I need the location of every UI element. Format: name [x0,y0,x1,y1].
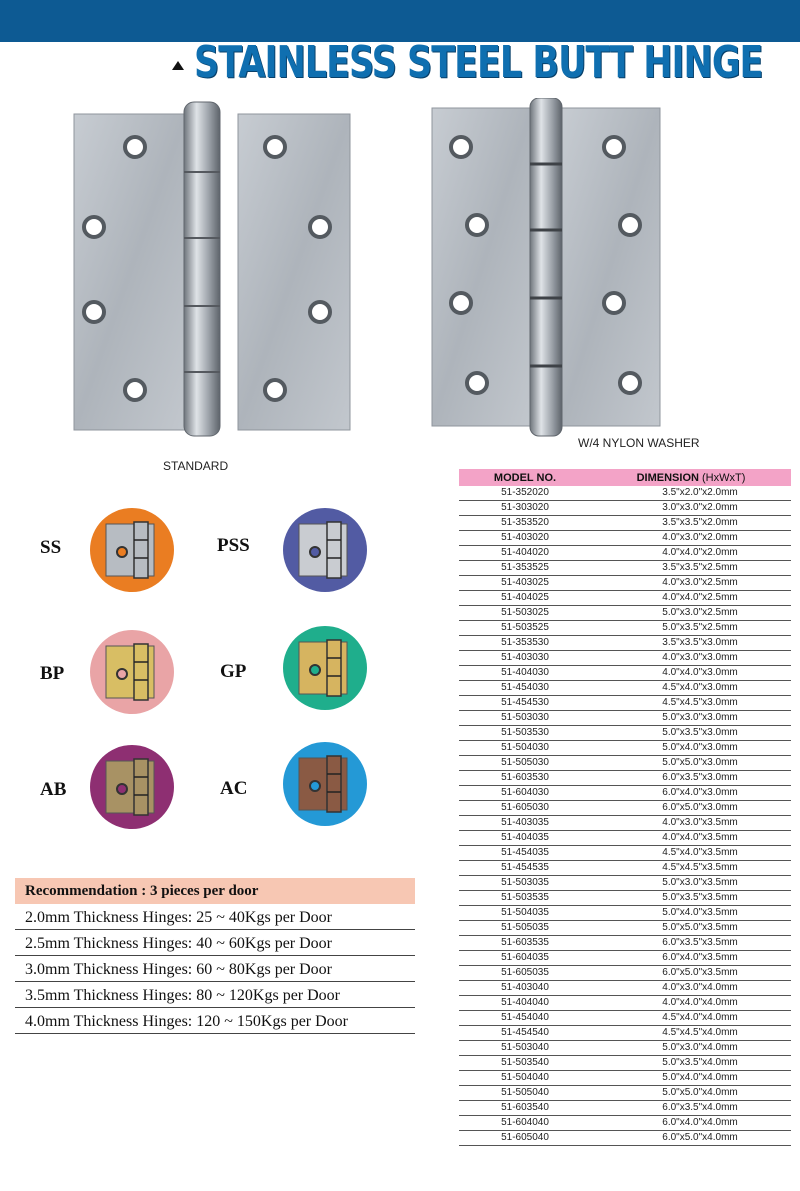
table-row [459,876,791,891]
model-number: 51-603540 [459,1101,591,1116]
dimension-value: 4.5"x4.5"x3.5mm [591,861,791,876]
model-number: 51-353520 [459,516,591,531]
dimension-value: 5.0"x3.0"x3.0mm [591,711,791,726]
table-row [459,846,791,861]
model-number: 51-503035 [459,876,591,891]
standard-caption: STANDARD [163,459,229,473]
finish-label-ac: AC [220,778,248,799]
dimension-value: 4.0"x4.0"x2.5mm [591,591,791,606]
model-number: 51-505030 [459,756,591,771]
table-row [459,546,791,561]
dimension-value: 4.5"x4.5"x3.0mm [591,696,791,711]
model-number: 51-404035 [459,831,591,846]
table-row [459,1116,791,1131]
hinge-finish-icon [283,508,367,592]
dimension-value: 5.0"x3.5"x3.0mm [591,726,791,741]
table-row [459,1026,791,1041]
dimension-value: 5.0"x3.5"x2.5mm [591,621,791,636]
dimension-value: 6.0"x5.0"x3.5mm [591,966,791,981]
finish-swatch-ac [283,742,367,826]
recommendation-row: 4.0mm Thickness Hinges: 120 ~ 150Kgs per Door [15,1008,415,1034]
hinge-finish-icon [283,626,367,710]
table-row [459,501,791,516]
model-number: 51-503535 [459,891,591,906]
model-number: 51-605035 [459,966,591,981]
model-number: 51-403030 [459,651,591,666]
model-number: 51-504030 [459,741,591,756]
model-table-body [459,486,791,1146]
recommendation-row: 3.0mm Thickness Hinges: 60 ~ 80Kgs per Door [15,956,415,982]
dimension-value: 3.0"x3.0"x2.0mm [591,501,791,516]
table-row [459,516,791,531]
header-bar [0,0,800,42]
dimension-value: 5.0"x3.0"x4.0mm [591,1041,791,1056]
model-number: 51-454530 [459,696,591,711]
dimension-value: 3.5"x3.5"x2.5mm [591,561,791,576]
model-number: 51-403040 [459,981,591,996]
dimension-value: 5.0"x3.5"x3.5mm [591,891,791,906]
table-row [459,891,791,906]
table-row [459,1086,791,1101]
dimension-value: 4.0"x3.0"x3.5mm [591,816,791,831]
table-row [459,606,791,621]
table-row [459,1131,791,1146]
finish-label-bp: BP [40,663,65,684]
dimension-value: 6.0"x5.0"x3.0mm [591,801,791,816]
dimension-value: 5.0"x3.0"x3.5mm [591,876,791,891]
dimension-value: 5.0"x5.0"x4.0mm [591,1086,791,1101]
dimension-value: 5.0"x3.5"x4.0mm [591,1056,791,1071]
table-row [459,816,791,831]
model-number: 51-604035 [459,951,591,966]
model-number: 51-503025 [459,606,591,621]
model-number: 51-352020 [459,486,591,501]
col-header-dimension-unit: (HxWxT) [702,471,746,484]
table-row [459,1041,791,1056]
hinge-finish-icon [90,745,174,829]
dimension-value: 4.0"x4.0"x2.0mm [591,546,791,561]
col-header-dimension-label: DIMENSION [636,471,699,484]
finish-swatch-ab [90,745,174,829]
table-row [459,741,791,756]
dimension-value: 4.5"x4.0"x4.0mm [591,1011,791,1026]
col-header-dimension [591,469,791,486]
page-title: STAINLESS STEEL BUTT HINGE [194,38,763,88]
model-number: 51-454540 [459,1026,591,1041]
table-row [459,786,791,801]
finish-label-pss: PSS [217,535,250,556]
table-row [459,576,791,591]
dimension-value: 4.0"x3.0"x2.0mm [591,531,791,546]
recommendation-table [15,878,415,1034]
dimension-value: 3.5"x3.5"x2.0mm [591,516,791,531]
standard-hinge-image [72,100,352,440]
table-row [459,651,791,666]
dimension-value: 4.5"x4.5"x4.0mm [591,1026,791,1041]
triangle-bullet-icon [172,61,184,70]
dimension-value: 6.0"x4.0"x3.5mm [591,951,791,966]
table-row [459,981,791,996]
model-number: 51-404020 [459,546,591,561]
dimension-value: 4.0"x4.0"x4.0mm [591,996,791,1011]
finish-label-ab: AB [40,779,67,800]
model-number: 51-504040 [459,1071,591,1086]
model-number: 51-503040 [459,1041,591,1056]
model-number: 51-604040 [459,1116,591,1131]
dimension-value: 5.0"x5.0"x3.0mm [591,756,791,771]
table-row [459,561,791,576]
table-row [459,621,791,636]
dimension-value: 6.0"x4.0"x3.0mm [591,786,791,801]
model-number: 51-503540 [459,1056,591,1071]
table-row [459,951,791,966]
dimension-value: 3.5"x2.0"x2.0mm [591,486,791,501]
model-number: 51-404025 [459,591,591,606]
table-row [459,966,791,981]
table-row [459,711,791,726]
model-number: 51-454040 [459,1011,591,1026]
dimension-value: 5.0"x3.0"x2.5mm [591,606,791,621]
table-row [459,861,791,876]
dimension-value: 5.0"x4.0"x4.0mm [591,1071,791,1086]
dimension-value: 4.0"x3.0"x2.5mm [591,576,791,591]
finish-swatch-gp [283,626,367,710]
table-row [459,906,791,921]
table-row [459,486,791,501]
table-row [459,831,791,846]
table-row [459,696,791,711]
table-row [459,996,791,1011]
model-number: 51-454030 [459,681,591,696]
model-number: 51-604030 [459,786,591,801]
dimension-value: 4.0"x3.0"x4.0mm [591,981,791,996]
table-row [459,1011,791,1026]
table-row [459,726,791,741]
washer-hinge-image [430,98,662,438]
model-number: 51-605030 [459,801,591,816]
recommendation-row: 2.0mm Thickness Hinges: 25 ~ 40Kgs per Door [15,904,415,930]
model-number: 51-603530 [459,771,591,786]
model-number: 51-403025 [459,576,591,591]
model-number: 51-503525 [459,621,591,636]
model-number: 51-404040 [459,996,591,1011]
hinge-finish-icon [90,630,174,714]
dimension-value: 3.5"x3.5"x3.0mm [591,636,791,651]
model-number: 51-404030 [459,666,591,681]
model-number: 51-504035 [459,906,591,921]
model-number: 51-505040 [459,1086,591,1101]
dimension-value: 6.0"x3.5"x3.0mm [591,771,791,786]
dimension-value: 6.0"x3.5"x3.5mm [591,936,791,951]
dimension-value: 4.5"x4.0"x3.0mm [591,681,791,696]
dimension-value: 4.0"x4.0"x3.0mm [591,666,791,681]
table-row [459,591,791,606]
dimension-value: 5.0"x5.0"x3.5mm [591,921,791,936]
table-row [459,531,791,546]
table-row [459,801,791,816]
table-row [459,1071,791,1086]
table-row [459,1101,791,1116]
table-row [459,636,791,651]
col-header-model: MODEL NO. [459,469,591,486]
dimension-value: 6.0"x5.0"x4.0mm [591,1131,791,1146]
model-number: 51-503530 [459,726,591,741]
finish-swatch-ss [90,508,174,592]
model-number: 51-353530 [459,636,591,651]
model-number: 51-603535 [459,936,591,951]
table-row [459,771,791,786]
recommendation-header: Recommendation : 3 pieces per door [15,878,415,904]
table-row [459,756,791,771]
dimension-value: 4.0"x3.0"x3.0mm [591,651,791,666]
recommendation-row: 2.5mm Thickness Hinges: 40 ~ 60Kgs per Door [15,930,415,956]
dimension-value: 5.0"x4.0"x3.5mm [591,906,791,921]
model-dimension-table [459,469,791,1146]
model-number: 51-454535 [459,861,591,876]
hinge-finish-icon [90,508,174,592]
table-row [459,681,791,696]
dimension-value: 4.5"x4.0"x3.5mm [591,846,791,861]
model-number: 51-403035 [459,816,591,831]
table-row [459,1056,791,1071]
table-row [459,936,791,951]
dimension-value: 6.0"x3.5"x4.0mm [591,1101,791,1116]
model-number: 51-403020 [459,531,591,546]
recommendation-row: 3.5mm Thickness Hinges: 80 ~ 120Kgs per Door [15,982,415,1008]
model-number: 51-353525 [459,561,591,576]
dimension-value: 6.0"x4.0"x4.0mm [591,1116,791,1131]
finish-swatch-pss [283,508,367,592]
finish-swatch-bp [90,630,174,714]
washer-caption: W/4 NYLON WASHER [578,436,700,450]
title-block [172,40,762,86]
dimension-value: 5.0"x4.0"x3.0mm [591,741,791,756]
table-row [459,666,791,681]
model-number: 51-605040 [459,1131,591,1146]
hinge-finish-icon [283,742,367,826]
model-number: 51-303020 [459,501,591,516]
finish-label-gp: GP [220,661,247,682]
model-number: 51-454035 [459,846,591,861]
finish-label-ss: SS [40,537,62,558]
model-number: 51-505035 [459,921,591,936]
dimension-value: 4.0"x4.0"x3.5mm [591,831,791,846]
table-row [459,921,791,936]
model-number: 51-503030 [459,711,591,726]
